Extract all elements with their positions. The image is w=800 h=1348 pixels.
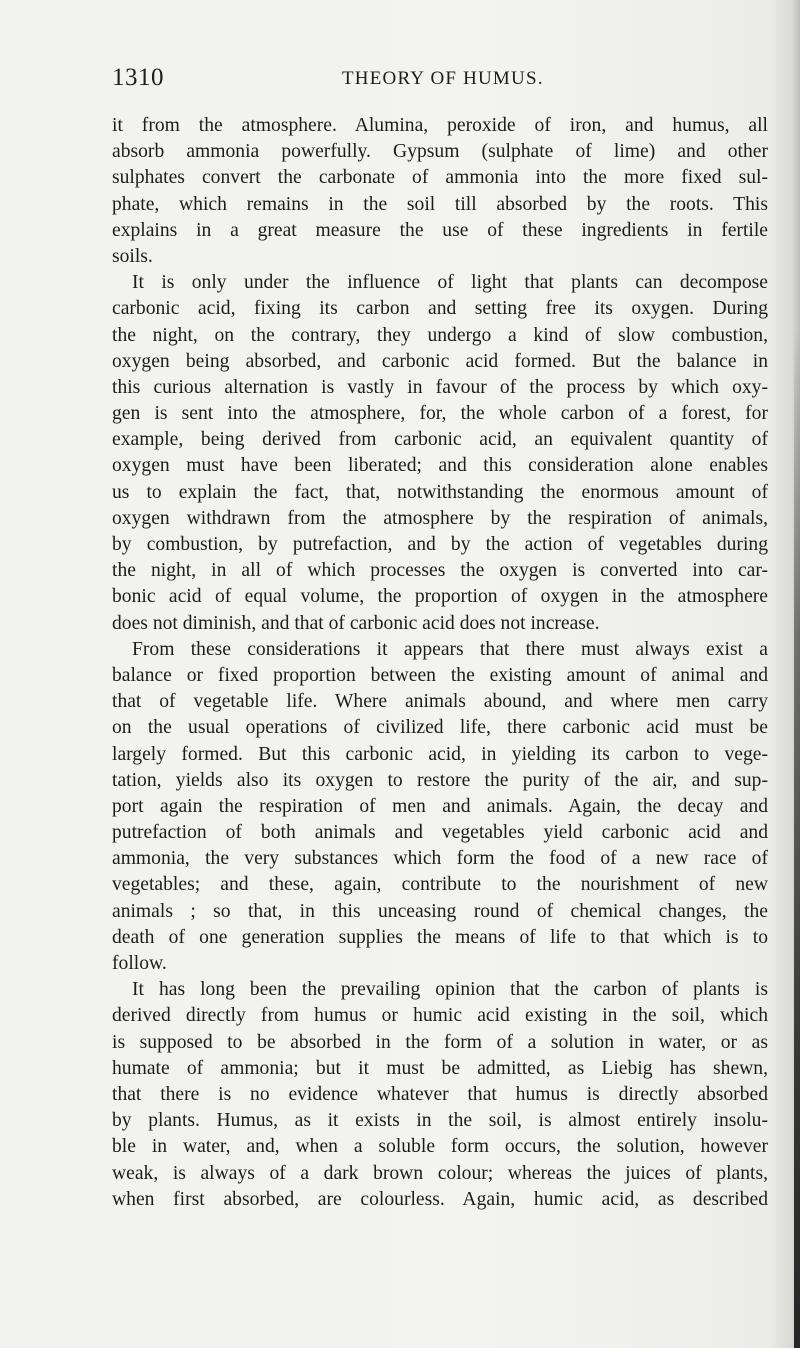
- text-line: sulphates convert the carbonate of ammonia into the more fixed sul-: [112, 167, 768, 189]
- text-line: humate of ammonia; but it must be admitted, as Liebig has shewn,: [112, 1057, 768, 1079]
- text-line: bonic acid of equal volume, the proportion of oxygen in the atmosphere: [112, 586, 768, 608]
- text-line: soils.: [112, 245, 153, 267]
- text-line: derived directly from humus or humic acid existing in the soil, which: [112, 1005, 768, 1027]
- text-line: us to explain the fact, that, notwithstanding the enormous amount of: [112, 481, 768, 503]
- text-line: is supposed to be absorbed in the form of a solution in water, or as: [112, 1031, 768, 1053]
- text-line: animals ; so that, in this unceasing round of chemical changes, the: [112, 900, 768, 922]
- text-line: balance or fixed proportion between the existing amount of animal and: [112, 664, 768, 686]
- text-line: follow.: [112, 953, 167, 974]
- text-line: by combustion, by putrefaction, and by the action of vegetables during: [112, 534, 768, 555]
- text-line: carbonic acid, fixing its carbon and setting free its oxygen. During: [112, 298, 768, 320]
- text-line: oxygen withdrawn from the atmosphere by the respiration of animals,: [112, 507, 768, 529]
- text-line: on the usual operations of civilized life, there carbonic acid must be: [112, 717, 768, 739]
- text-line: tation, yields also its oxygen to restore the purity of the air, and sup-: [112, 769, 768, 791]
- text-line: oxygen being absorbed, and carbonic acid formed. But the balance in: [112, 350, 768, 372]
- text-line: that of vegetable life. Where animals abound, and where men carry: [112, 691, 768, 713]
- page-edge-shadow: [794, 330, 800, 1348]
- text-line: port again the respiration of men and animals. Again, the decay and: [112, 795, 768, 817]
- text-line: phate, which remains in the soil till absorbed by the roots. This: [112, 193, 768, 215]
- body-text: [112, 113, 768, 1213]
- paragraph-start: It has long been the prevailing opinion that the carbon of plants is: [132, 979, 768, 1001]
- text-line: ammonia, the very substances which form the food of a new race of: [112, 848, 768, 870]
- running-head: THEORY OF HUMUS.: [342, 68, 544, 89]
- text-line: when first absorbed, are colourless. Again, humic acid, as described: [112, 1188, 768, 1210]
- text-line: vegetables; and these, again, contribute to the nourishment of new: [112, 874, 768, 896]
- text-line: the night, on the contrary, they undergo a kind of slow combustion,: [112, 324, 768, 346]
- text-line: largely formed. But this carbonic acid, in yielding its carbon to vege-: [112, 743, 768, 765]
- text-line: absorb ammonia powerfully. Gypsum (sulphate of lime) and other: [112, 141, 768, 163]
- text-line: death of one generation supplies the means of life to that which is to: [112, 926, 768, 948]
- text-line: putrefaction of both animals and vegetables yield carbonic acid and: [112, 822, 768, 844]
- paragraph-start: It is only under the influence of light that plants can decompose: [132, 272, 768, 294]
- text-line: ble in water, and, when a soluble form occurs, the solution, however: [112, 1136, 768, 1158]
- text-line: example, being derived from carbonic acid, an equivalent quantity of: [112, 429, 768, 451]
- text-line: explains in a great measure the use of these ingredients in fertile: [112, 219, 768, 241]
- text-line: does not diminish, and that of carbonic acid does not increase.: [112, 612, 600, 634]
- page-number: 1310: [112, 64, 164, 91]
- page-header: [112, 64, 772, 94]
- text-line: this curious alternation is vastly in favour of the process by which oxy-: [112, 376, 768, 398]
- text-line: the night, in all of which processes the oxygen is converted into car-: [112, 560, 768, 582]
- text-line: it from the atmosphere. Alumina, peroxide of iron, and humus, all: [112, 115, 768, 136]
- text-line: that there is no evidence whatever that humus is directly absorbed: [112, 1083, 768, 1105]
- paragraph-start: From these considerations it appears that there must always exist a: [132, 638, 768, 660]
- text-line: oxygen must have been liberated; and this consideration alone enables: [112, 455, 768, 477]
- text-line: by plants. Humus, as it exists in the soil, is almost entirely insolu-: [112, 1110, 768, 1132]
- text-line: gen is sent into the atmosphere, for, the whole carbon of a forest, for: [112, 403, 768, 425]
- text-line: weak, is always of a dark brown colour; whereas the juices of plants,: [112, 1162, 768, 1184]
